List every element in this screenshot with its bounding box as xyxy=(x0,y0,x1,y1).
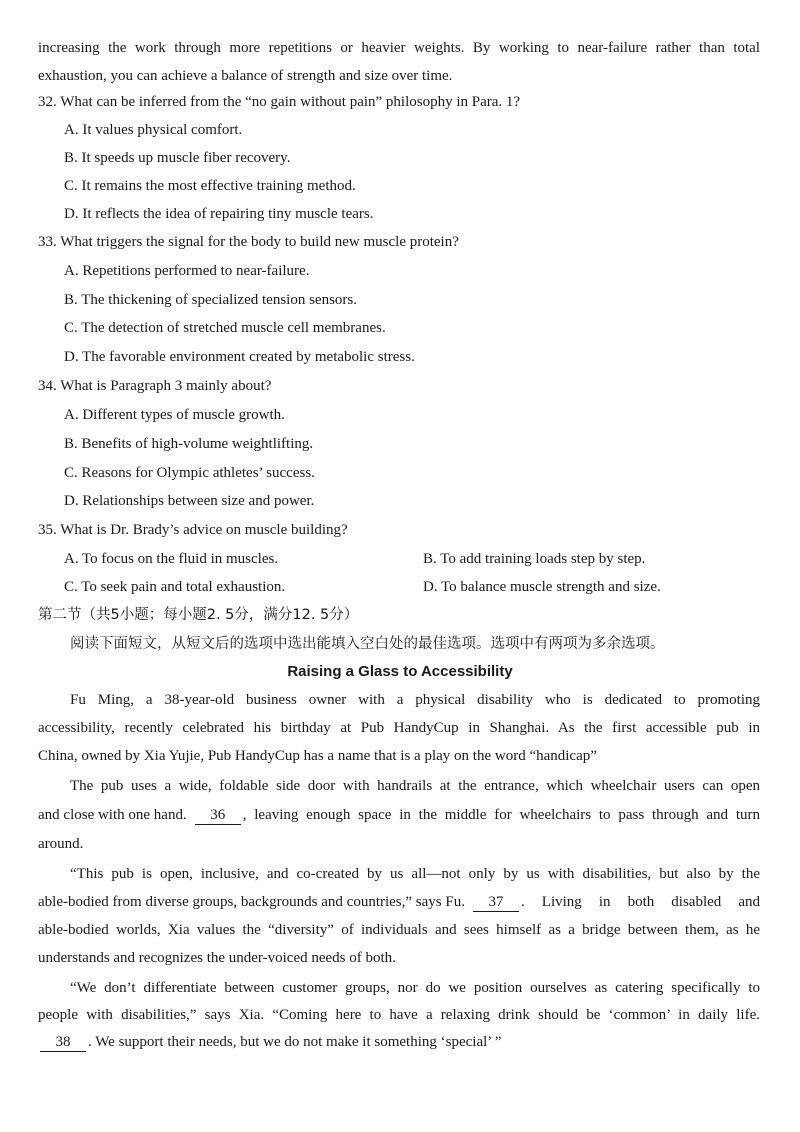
question-stem-32: 32. What can be inferred from the “no gain without pain” philosophy in Para. 1? xyxy=(38,94,521,110)
option-34-b: B. Benefits of high-volume weightlifting. xyxy=(64,436,314,452)
option-32-a: A. It values physical comfort. xyxy=(64,122,243,138)
article-text: and close with one hand. xyxy=(38,807,187,823)
article-line: Fu Ming, a 38-year-old business owner with a physical disability who is dedicated to promoting xyxy=(70,692,760,708)
option-32-b: B. It speeds up muscle fiber recovery. xyxy=(64,150,291,166)
article-line: The pub uses a wide, foldable side door with handrails at the entrance, which wheelchair users can open xyxy=(70,778,760,794)
option-33-b: B. The thickening of specialized tension sensors. xyxy=(64,292,357,308)
question-stem-33: 33. What triggers the signal for the body to build new muscle protein? xyxy=(38,234,459,250)
article-line: people with disabilities,” says Xia. “Coming here to have a relaxing drink should be ‘common’ in daily life. xyxy=(38,1007,760,1023)
option-34-c: C. Reasons for Olympic athletes’ success. xyxy=(64,465,315,481)
question-stem-34: 34. What is Paragraph 3 mainly about? xyxy=(38,378,272,394)
article-line: “We don’t differentiate between customer groups, nor do we position ourselves as catering specifically to xyxy=(70,980,760,996)
blank-38: 38 xyxy=(40,1034,86,1052)
option-35-c: C. To seek pain and total exhaustion. xyxy=(64,579,286,595)
article-line-with-blank xyxy=(38,892,760,912)
article-text: . Living in both disabled and xyxy=(520,894,760,910)
article-line: China, owned by Xia Yujie, Pub HandyCup has a name that is a play on the word “handicap” xyxy=(38,748,597,764)
article-line: “This pub is open, inclusive, and co-created by us all—not only by us with disabilities, but also by the xyxy=(70,866,760,882)
article-text: . We support their needs, but we do not make it something ‘special’ ” xyxy=(88,1034,502,1050)
article-line: able-bodied worlds, Xia values the “diversity” of individuals and sees himself as a bridge between them, as he xyxy=(38,922,760,938)
option-34-a: A. Different types of muscle growth. xyxy=(64,407,285,423)
section-instruction: 阅读下面短文，从短文后的选项中选出能填入空白处的最佳选项。选项中有两项为多余选项。 xyxy=(70,636,665,652)
article-line-with-blank xyxy=(38,1032,502,1052)
article-line: around. xyxy=(38,836,84,852)
section-heading: 第二节（共5小题；每小题2. 5分，满分12. 5分） xyxy=(38,607,359,623)
option-32-d: D. It reflects the idea of repairing tiny muscle tears. xyxy=(64,206,374,222)
blank-37: 37 xyxy=(473,894,519,912)
passage-line: exhaustion, you can achieve a balance of strength and size over time. xyxy=(38,68,453,84)
blank-36: 36 xyxy=(195,807,241,825)
option-35-b: B. To add training loads step by step. xyxy=(423,551,646,567)
article-title: Raising a Glass to Accessibility xyxy=(287,663,513,680)
option-34-d: D. Relationships between size and power. xyxy=(64,493,315,509)
article-line: accessibility, recently celebrated his birthday at Pub HandyCup in Shanghai. As the first accessible pub in xyxy=(38,720,760,736)
article-text: , leaving enough space in the middle for wheelchairs to pass through and turn xyxy=(242,807,760,823)
option-35-d: D. To balance muscle strength and size. xyxy=(423,579,661,595)
article-line: understands and recognizes the under-voiced needs of both. xyxy=(38,950,396,966)
option-33-a: A. Repetitions performed to near-failure. xyxy=(64,263,310,279)
option-32-c: C. It remains the most effective training method. xyxy=(64,178,356,194)
article-text: able-bodied from diverse groups, backgrounds and countries,” says Fu. xyxy=(38,894,465,910)
article-line-with-blank xyxy=(38,805,760,825)
passage-line: increasing the work through more repetitions or heavier weights. By working to near-failure rather than total xyxy=(38,40,760,56)
option-33-c: C. The detection of stretched muscle cell membranes. xyxy=(64,320,386,336)
option-35-a: A. To focus on the fluid in muscles. xyxy=(64,551,279,567)
question-stem-35: 35. What is Dr. Brady’s advice on muscle building? xyxy=(38,522,348,538)
option-33-d: D. The favorable environment created by metabolic stress. xyxy=(64,349,415,365)
